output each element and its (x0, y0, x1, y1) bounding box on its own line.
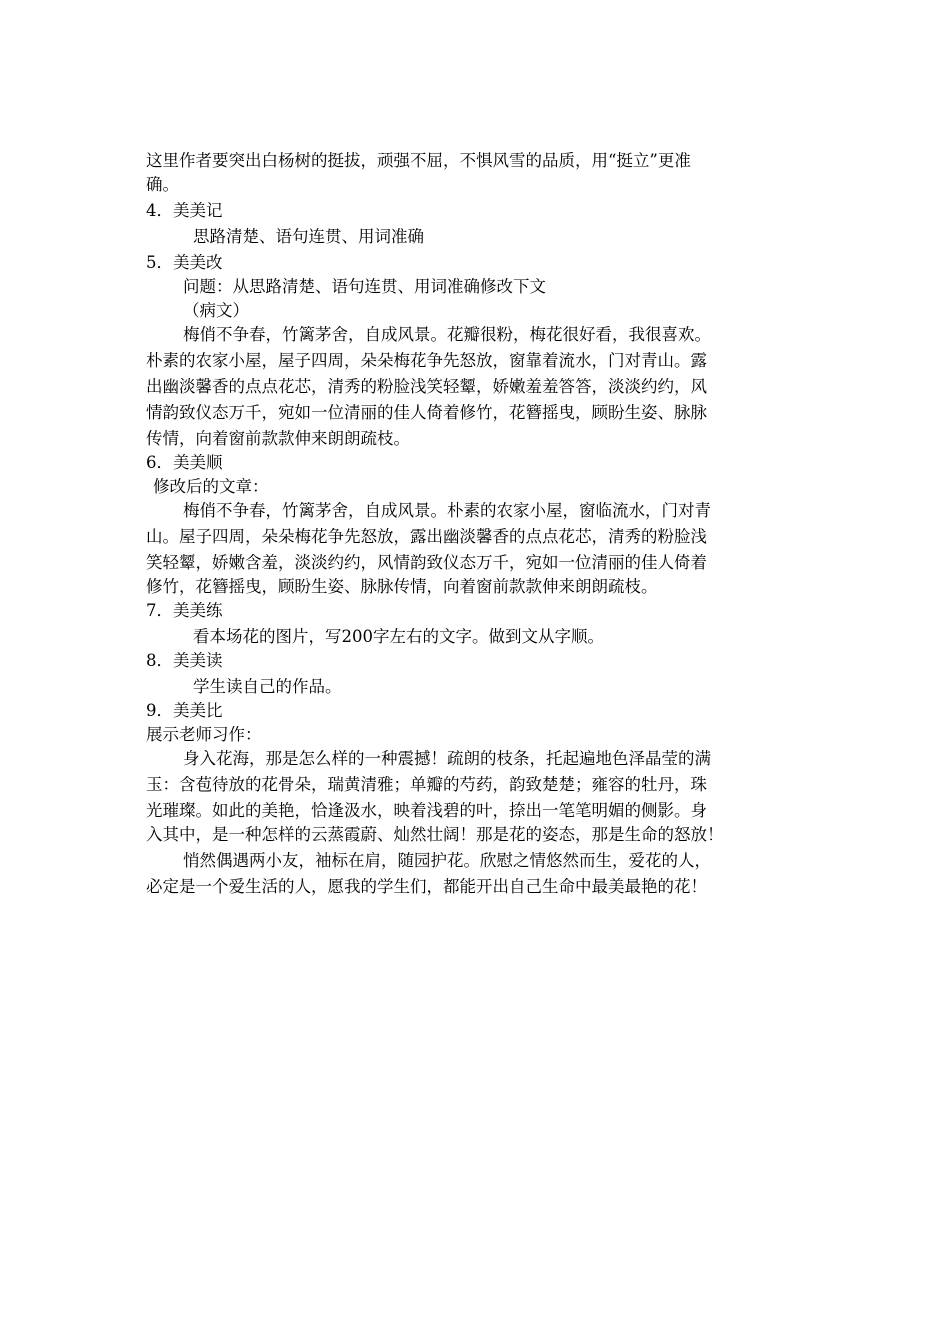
section-heading: 9．美美比 (146, 701, 223, 720)
text-line: 山。屋子四周，朵朵梅花争先怒放，露出幽淡馨香的点点花芯，清秀的粉脸浅 (146, 527, 707, 546)
text-line: 光璀璨。如此的美艳，恰逢汲水，映着浅碧的叶，捺出一笔笔明媚的侧影。身 (146, 801, 707, 820)
text-line: 情韵致仪态万千，宛如一位清丽的佳人倚着修竹，花簪摇曳，顾盼生姿、脉脉 (146, 403, 707, 422)
text-line: （病文） (183, 301, 249, 320)
text-line: 传情，向着窗前款款伸来朗朗疏枝。 (146, 429, 410, 448)
text-line: 梅俏不争春，竹篱茅舍，自成风景。花瓣很粉，梅花很好看，我很喜欢。 (183, 325, 711, 344)
section-heading: 7．美美练 (146, 601, 223, 620)
text-line: 这里作者要突出白杨树的挺拔，顽强不屈，不惧风雪的品质，用“挺立”更准 (146, 151, 691, 170)
text-line: 确。 (146, 175, 179, 194)
text-line: 思路清楚、语句连贯、用词准确 (193, 227, 424, 246)
text-line: 必定是一个爱生活的人，愿我的学生们，都能开出自己生命中最美最艳的花！ (146, 877, 707, 896)
section-heading: 8．美美读 (146, 651, 223, 670)
text-line: 修改后的文章： (153, 477, 269, 496)
text-line: 展示老师习作： (146, 725, 262, 744)
text-line: 学生读自己的作品。 (193, 677, 342, 696)
text-line: 笑轻颦，娇嫩含羞，淡淡约约，风情韵致仪态万千，宛如一位清丽的佳人倚着 (146, 553, 707, 572)
text-line: 朴素的农家小屋，屋子四周，朵朵梅花争先怒放，窗靠着流水，门对青山。露 (146, 351, 707, 370)
text-line: 修竹，花簪摇曳，顾盼生姿、脉脉传情，向着窗前款款伸来朗朗疏枝。 (146, 577, 658, 596)
text-line: 看本场花的图片，写200字左右的文字。做到文从字顺。 (193, 627, 604, 646)
text-line: 梅俏不争春，竹篱茅舍，自成风景。朴素的农家小屋，窗临流水，门对青 (183, 501, 711, 520)
section-heading: 4．美美记 (146, 201, 223, 220)
text-line: 悄然偶遇两小友，袖标在肩，随园护花。欣慰之情悠然而生，爱花的人， (183, 851, 711, 870)
text-line: 问题：从思路清楚、语句连贯、用词准确修改下文 (183, 277, 546, 296)
text-line: 出幽淡馨香的点点花芯，清秀的粉脸浅笑轻颦，娇嫩羞羞答答，淡淡约约，风 (146, 377, 707, 396)
text-line: 入其中，是一种怎样的云蒸霞蔚、灿然壮阔！那是花的姿态，那是生命的怒放！ (146, 825, 724, 844)
section-heading: 5．美美改 (146, 253, 223, 272)
text-line: 玉：含苞待放的花骨朵，瑞黄清雅；单瓣的芍药，韵致楚楚；雍容的牡丹，珠 (146, 775, 707, 794)
section-heading: 6．美美顺 (146, 453, 223, 472)
text-line: 身入花海，那是怎么样的一种震撼！疏朗的枝条，托起遍地色泽晶莹的满 (183, 749, 711, 768)
